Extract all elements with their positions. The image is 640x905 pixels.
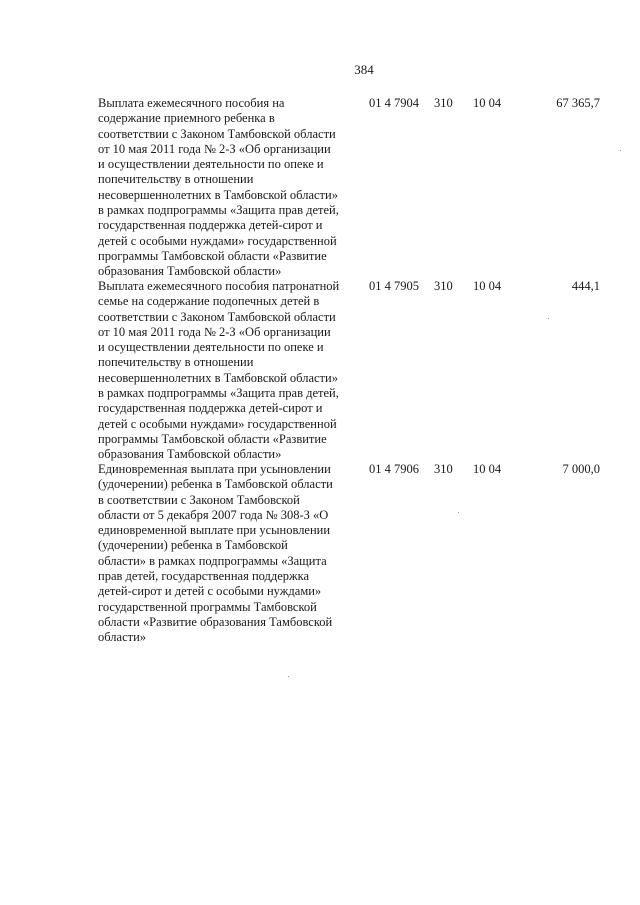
row-amount: 444,1 — [571, 279, 600, 293]
page-number: 384 — [354, 62, 374, 77]
scan-speck — [620, 150, 621, 151]
row-section-subsection-code: 10 04 — [473, 462, 502, 476]
row-description: Единовременная выплата при усыновлении (удочерении) ребенка в Тамбовской области в соответствии с Законом Тамбовской области от 5 декабря 2007 года № 308-З «О единовременной выплате при усыновлении (удочерении) ребенка в Тамбовской области» в рамках подпрограммы «Защита прав детей, государственная поддержка детей-сирот и детей с особыми нуждами» государственной программы Тамбовской области «Развитие образования Тамбовской области» — [98, 462, 333, 645]
row-amount: 67 365,7 — [556, 96, 600, 110]
row-amount: 7 000,0 — [562, 462, 600, 476]
row-target-article-code: 01 4 7904 — [369, 96, 419, 110]
row-expense-type-code: 310 — [434, 96, 453, 110]
scan-speck — [548, 318, 549, 319]
scan-speck — [458, 512, 459, 513]
scan-speck — [288, 676, 289, 677]
row-expense-type-code: 310 — [434, 279, 453, 293]
row-target-article-code: 01 4 7905 — [369, 279, 419, 293]
row-expense-type-code: 310 — [434, 462, 453, 476]
row-target-article-code: 01 4 7906 — [369, 462, 419, 476]
row-section-subsection-code: 10 04 — [473, 279, 502, 293]
row-description: Выплата ежемесячного пособия патронатной семье на содержание подопечных детей в соответствии с Законом Тамбовской области от 10 мая 2011 года № 2-З «Об организации и осуществлении деятельности по опеке и попечительству в отношении несовершеннолетних в Тамбовской области» в рамках подпрограммы «Защита прав детей, государственная поддержка детей-сирот и детей с особыми нуждами» государственной программы Тамбовской области «Развитие образования Тамбовской области» — [98, 279, 340, 462]
row-description: Выплата ежемесячного пособия на содержание приемного ребенка в соответствии с Законом Тамбовской области от 10 мая 2011 года № 2-З «Об организации и осуществлении деятельности по опеке и попечительству в отношении несовершеннолетних в Тамбовской области» в рамках подпрограммы «Защита прав детей, государственная поддержка детей-сирот и детей с особыми нуждами» государственной программы Тамбовской области «Развитие образования Тамбовской области» — [98, 96, 339, 279]
row-section-subsection-code: 10 04 — [473, 96, 502, 110]
